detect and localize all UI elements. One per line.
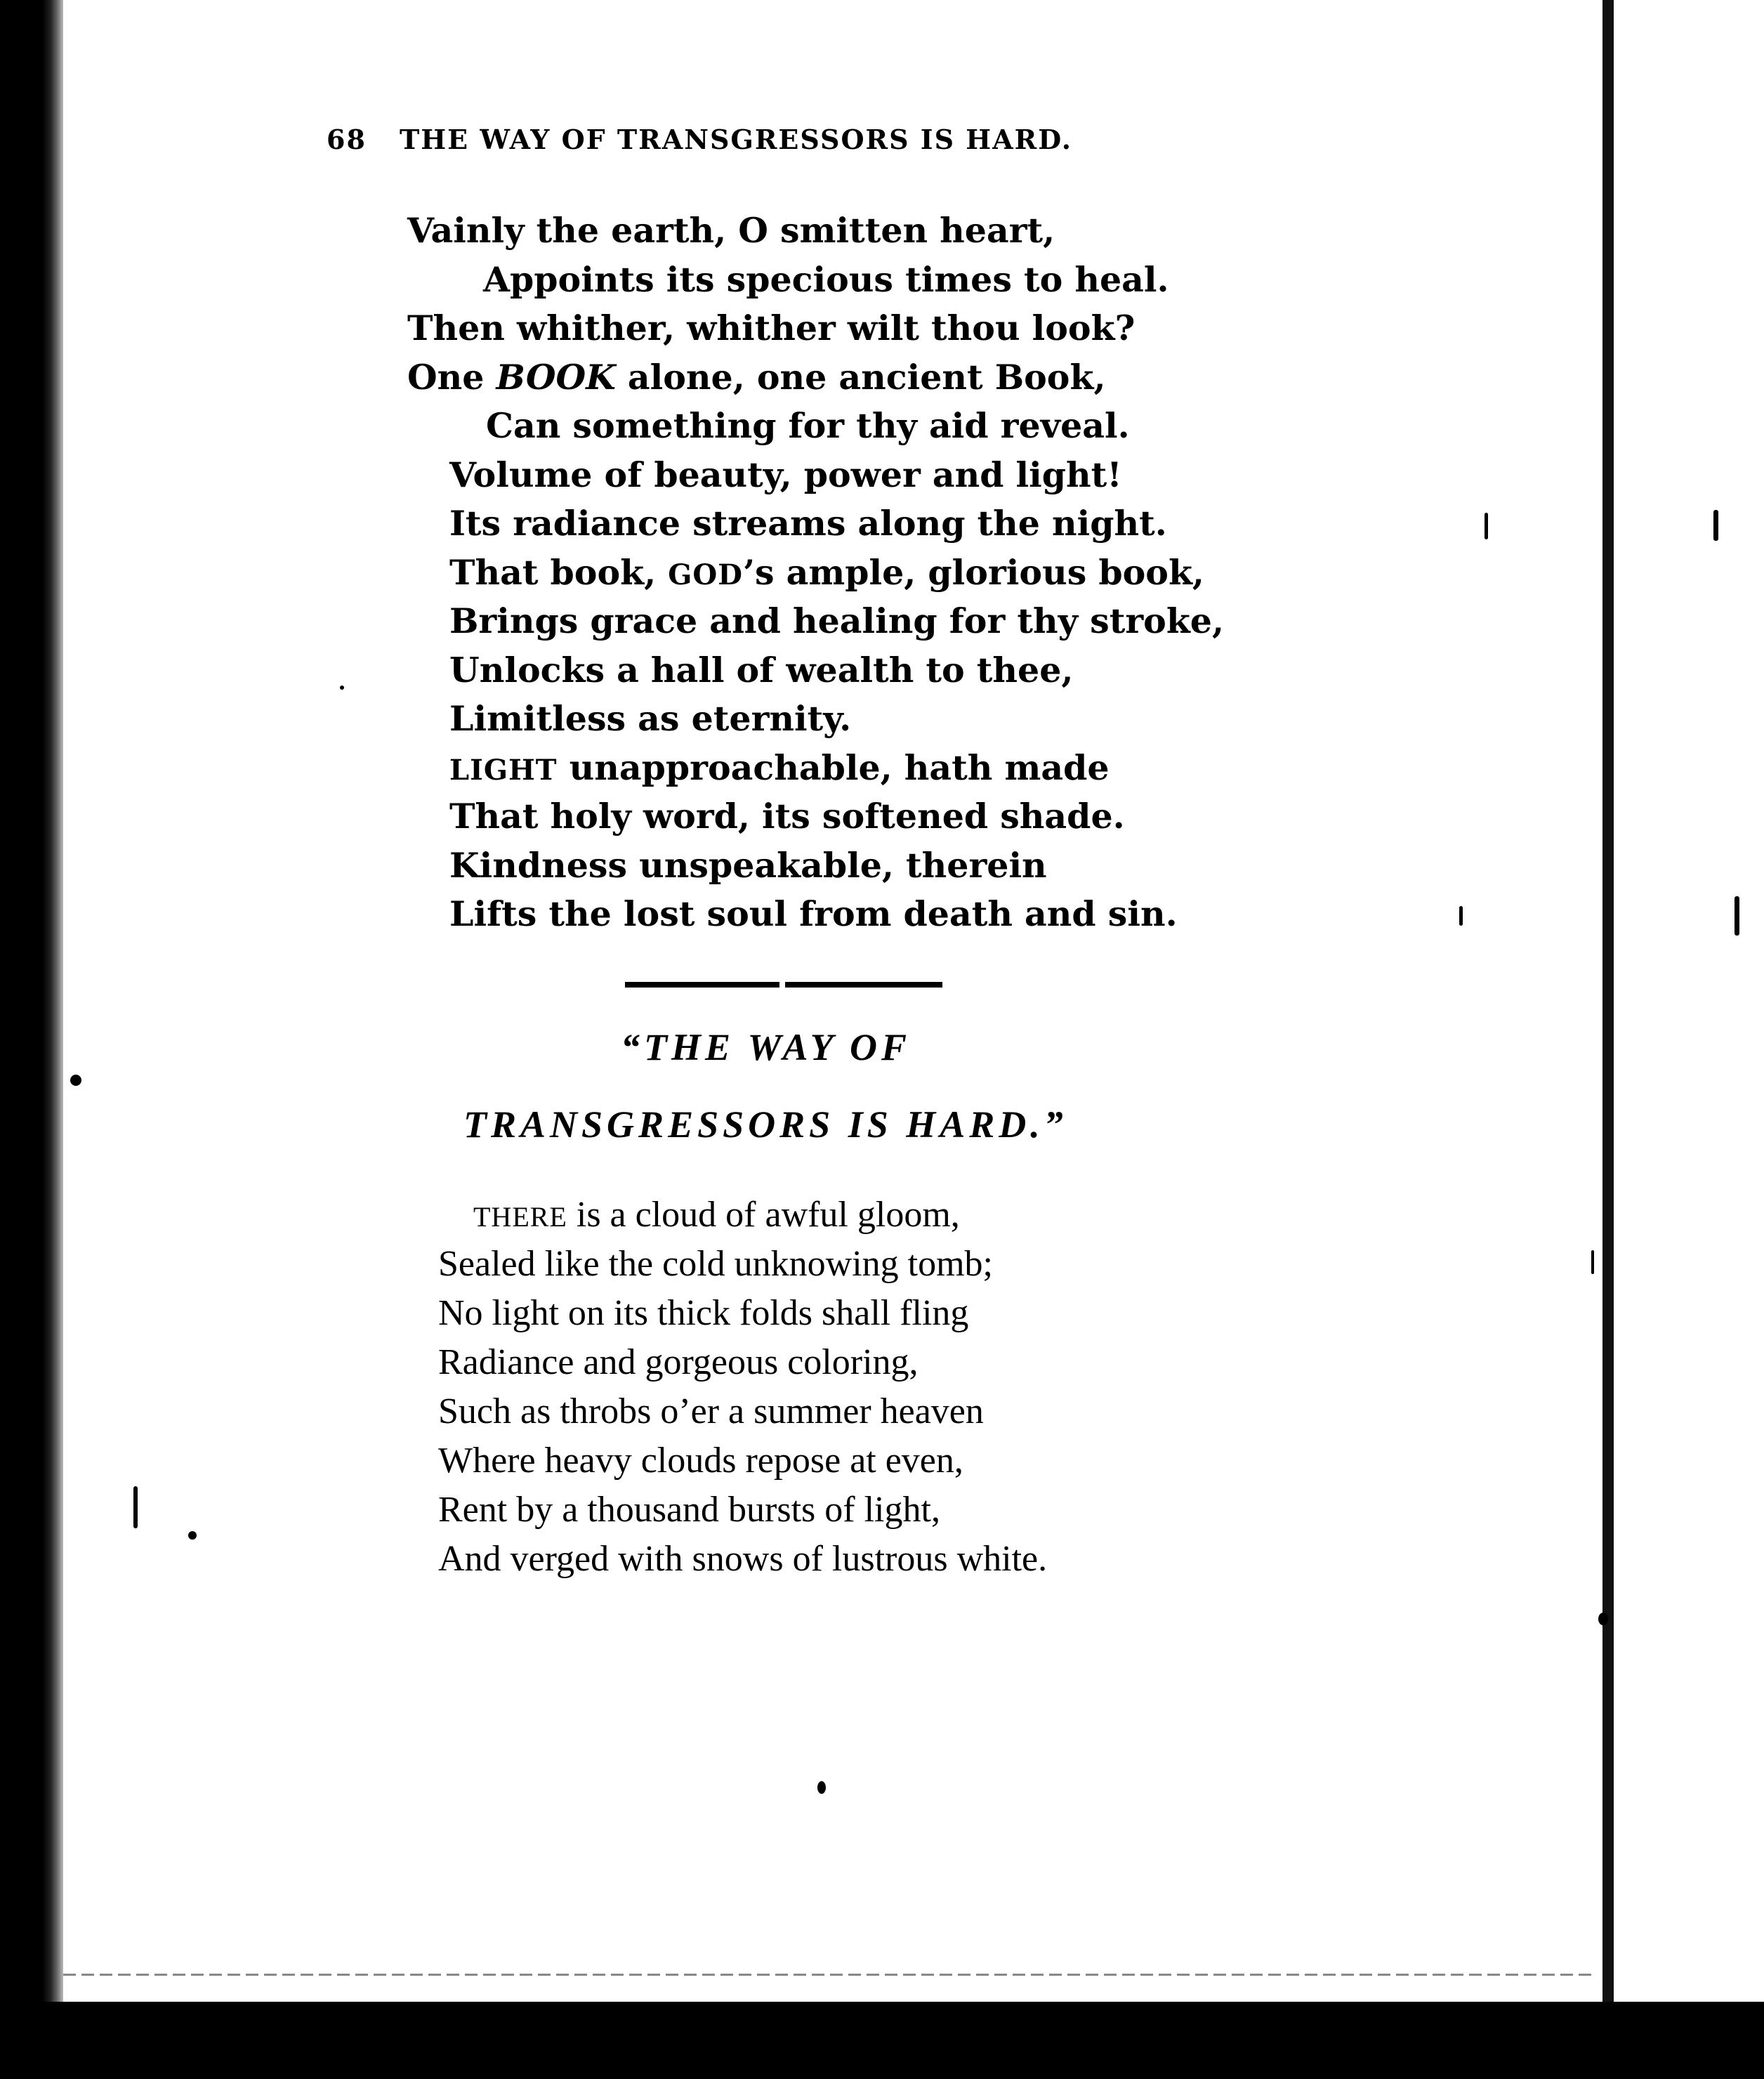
poem-line: [449, 600, 1224, 642]
poem-line-text: unapproachable, hath made: [557, 747, 1110, 788]
poem-line-text: Vainly the earth, O smitten heart,: [407, 210, 1055, 251]
scan-mark: [1485, 513, 1488, 539]
poem-line-text: Unlocks a hall of wealth to thee,: [449, 649, 1074, 690]
poem-line-text: Where heavy clouds repose at even,: [438, 1441, 963, 1481]
poem-line-text: BOOK: [496, 356, 616, 398]
poem-line-text: And verged with snows of lustrous white.: [438, 1539, 1048, 1579]
poem-1: [407, 209, 1250, 954]
poem-2: [438, 1193, 1281, 1586]
poem-line: [438, 1438, 963, 1483]
poem-line-text: Lifts the lost soul from death and sin.: [449, 893, 1178, 934]
poem-line: [438, 1242, 993, 1287]
poem-line-text: is a cloud of awful gloom,: [567, 1195, 960, 1235]
scan-speck: [340, 686, 344, 690]
running-title: THE WAY OF TRANSGRESSORS IS HARD.: [400, 124, 1073, 155]
bottom-artifact-line: [63, 1974, 1594, 1976]
poem-line: [449, 795, 1125, 837]
poem-line: [407, 209, 1055, 251]
poem-2-title-line-2: TRANSGRESSORS IS HARD.”: [463, 1103, 1067, 1146]
scan-speck: [70, 1075, 81, 1086]
poem-line-text: No light on its thick folds shall fling: [438, 1293, 969, 1333]
poem-line-text: That holy word, its softened shade.: [449, 796, 1125, 837]
scan-mark: [133, 1486, 138, 1528]
poem-line: [407, 356, 1106, 398]
poem-2-title-line-1: “THE WAY OF: [621, 1026, 911, 1068]
poem-line: [473, 1193, 960, 1238]
poem-line-text: Sealed like the cold unknowing tomb;: [438, 1244, 993, 1284]
poem-line-text: ’s ample, glorious book,: [742, 551, 1204, 593]
poem-line: [438, 1537, 1047, 1582]
poem-line-text: Kindness unspeakable, therein: [449, 844, 1047, 886]
poem-line: [483, 258, 1169, 301]
poem-line-text: Can something for thy aid reveal.: [486, 405, 1130, 446]
poem-line: [449, 844, 1047, 886]
binding-edge: [42, 0, 63, 2023]
poem-line: [438, 1389, 984, 1434]
poem-line-text: Such as throbs o’er a summer heaven: [438, 1391, 984, 1431]
section-divider-rule: [625, 982, 942, 988]
poem-line-text: alone, one ancient Book,: [615, 356, 1106, 398]
poem-line-text: Volume of beauty, power and light!: [449, 454, 1122, 495]
poem-line-text: That book,: [449, 551, 669, 593]
poem-line: [438, 1488, 940, 1533]
poem-line-text: Its radiance streams along the night.: [449, 503, 1167, 544]
poem-line: [449, 454, 1122, 496]
poem-line-text: One: [407, 356, 496, 398]
poem-line: [449, 893, 1178, 935]
scan-mark: [1591, 1250, 1594, 1274]
scan-speck: [1598, 1613, 1608, 1625]
scan-mark: [1735, 896, 1739, 936]
scan-mark: [1713, 510, 1718, 541]
poem-line: [438, 1291, 968, 1336]
poem-line-text: Radiance and gorgeous coloring,: [438, 1342, 919, 1382]
page-number: 68: [327, 124, 367, 155]
page-edge-right: [1602, 0, 1614, 2023]
poem-line-text: THERE: [473, 1201, 567, 1233]
poem-line: [449, 697, 851, 740]
poem-line-text: Rent by a thousand bursts of light,: [438, 1490, 940, 1530]
poem-line-text: Brings grace and healing for thy stroke,: [449, 601, 1225, 641]
poem-line-text: LIGHT: [449, 753, 558, 787]
poem-line-text: Appoints its specious times to heal.: [483, 258, 1169, 300]
poem-line: [449, 649, 1073, 691]
poem-line-text: Limitless as eternity.: [449, 698, 852, 739]
poem-line: [407, 307, 1135, 349]
poem-line: [438, 1340, 919, 1385]
bottom-scan-edge: [0, 2002, 1764, 2079]
facing-page-strip: [1614, 0, 1764, 2023]
scan-speck: [188, 1531, 197, 1540]
poem-line-text: Then whither, whither wilt thou look?: [407, 308, 1136, 348]
poem-line-text: GOD: [668, 558, 743, 591]
poem-line: [449, 551, 1204, 593]
poem-line: [486, 405, 1130, 447]
scan-speck: [817, 1781, 826, 1794]
running-head: [327, 124, 1239, 166]
poem-line: [449, 502, 1167, 544]
poem-line: [449, 747, 1110, 789]
scan-mark: [1459, 906, 1463, 926]
